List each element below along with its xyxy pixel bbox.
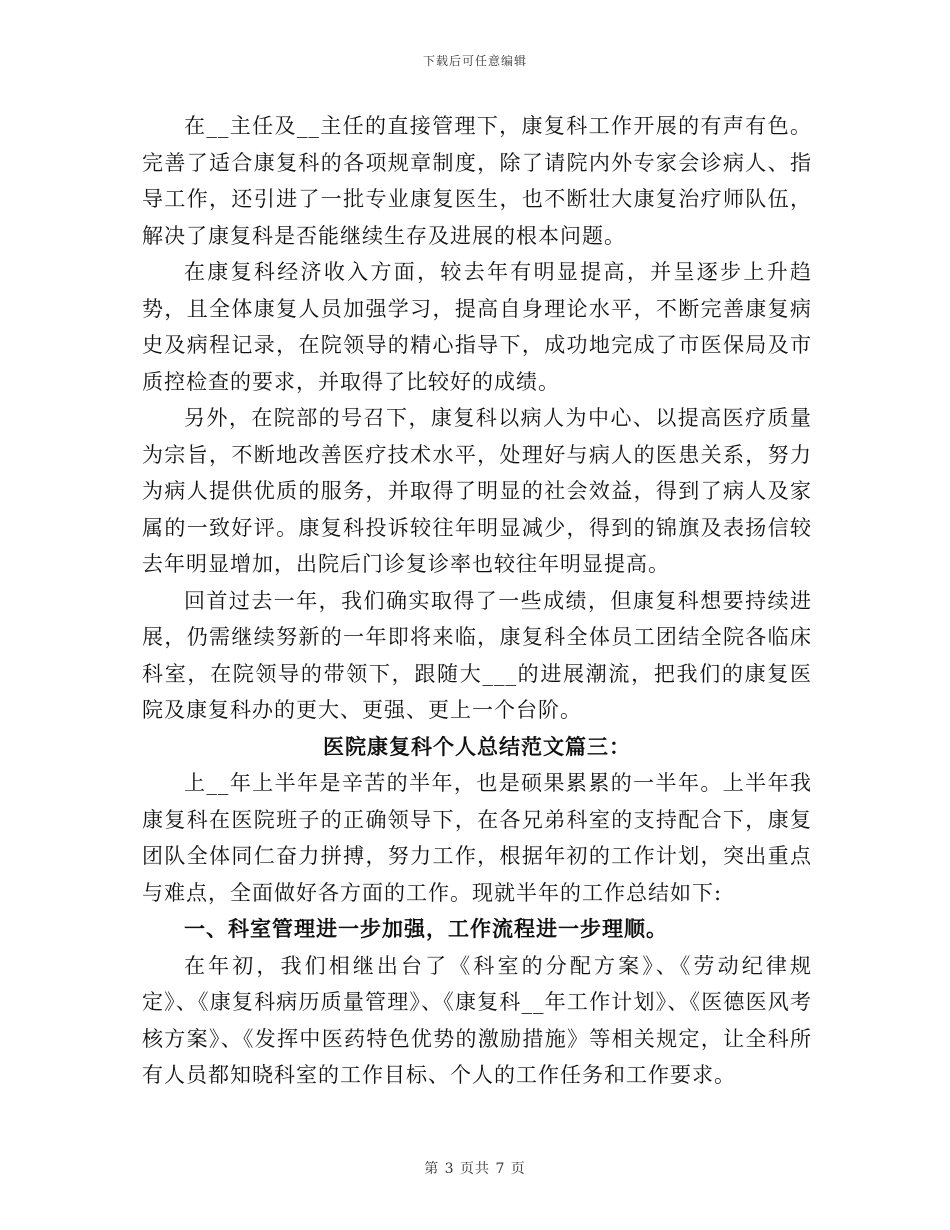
- paragraph-review: 回首过去一年，我们确实取得了一些成绩，但康复科想要持续进展，仍需继续努新的一年即将来临，康复科全体员工团结全院各临床科室，在院领导的带领下，跟随大___的进展潮流，把我们的康复医院及康复科办的更大、更强、更上一个台阶。: [142, 588, 812, 722]
- paragraph-half-year: 上__年上半年是辛苦的半年，也是硕果累累的一半年。上半年我康复科在医院班子的正确领导下，在各兄弟科室的支持配合下，康复团队全体同仁奋力拼搏，努力工作，根据年初的工作计划，突出重点与难点，全面做好各方面的工作。现就半年的工作总结如下:: [142, 771, 812, 905]
- document-body: [142, 108, 812, 1094]
- paragraph-service-quality: 另外，在院部的号召下，康复科以病人为中心、以提高医疗质量为宗旨，不断地改善医疗技术水平，处理好与病人的医患关系，努力为病人提供优质的服务，并取得了明显的社会效益，得到了病人及家属的一致好评。康复科投诉较往年明显减少，得到的锦旗及表扬信较去年明显增加，出院后门诊复诊率也较往年明显提高。: [142, 406, 812, 576]
- paragraph-income: 在康复科经济收入方面，较去年有明显提高，并呈逐步上升趋势，且全体康复人员加强学习，提高自身理论水平，不断完善康复病史及病程记录，在院领导的精心指导下，成功地完成了市医保局及市质控检查的要求，并取得了比较好的成绩。: [142, 260, 812, 394]
- subsection-title: 一、科室管理进一步加强，工作流程进一步理顺。: [184, 916, 668, 941]
- page-header: 下载后可任意编辑: [422, 54, 527, 68]
- section-title: 医院康复科个人总结范文篇三：: [323, 733, 631, 759]
- paragraph-management: 在__主任及__主任的直接管理下，康复科工作开展的有声有色。完善了适合康复科的各项规章制度，除了请院内外专家会诊病人、指导工作，还引进了一批专业康复医生，也不断壮大康复治疗师队伍，解决了康复科是否能继续生存及进展的根本问题。: [142, 114, 812, 248]
- page-footer: 第 3 页共 7 页: [424, 1161, 526, 1177]
- paragraph-regulations: 在年初，我们相继出台了《科室的分配方案》、《劳动纪律规定》、《康复科病历质量管理》、《康复科__年工作计划》、《医德医风考核方案》、《发挥中医药特色优势的激励措施》等相关规定，让全科所有人员都知晓科室的工作目标、个人的工作任务和工作要求。: [142, 953, 812, 1087]
